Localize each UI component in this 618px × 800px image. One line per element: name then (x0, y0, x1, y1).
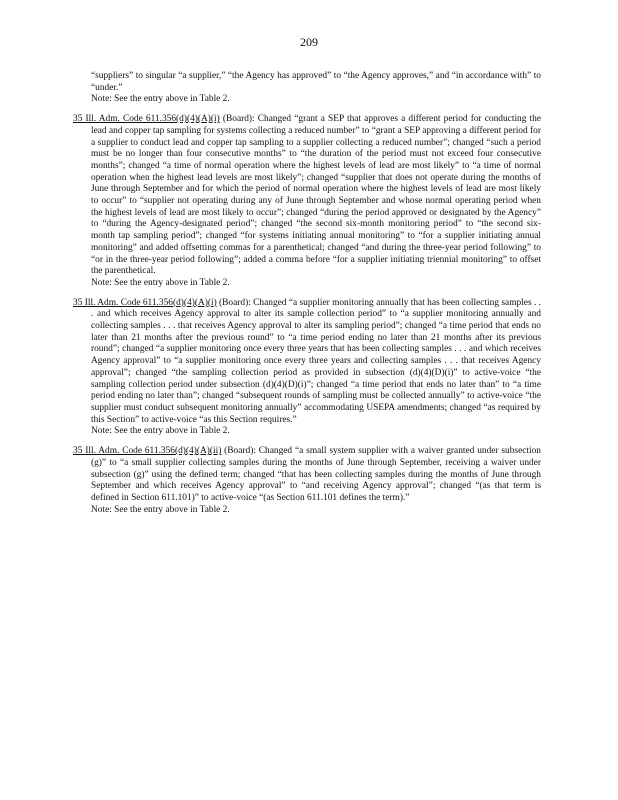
entry-1-paragraph (73, 114, 541, 278)
entry-2 (73, 298, 541, 438)
entry-2-citation: 35 Ill. Adm. Code 611.356(d)(4)(A)(i) (73, 297, 217, 308)
entry-3-paragraph (73, 446, 541, 505)
entry-3 (73, 446, 541, 516)
entry-1-body: (Board): Changed “grant a SEP that approves a different period for conducting the lead and copper tap sampling for systems collecting a reduced number” to “grant a SEP approving a different period for a supplier to conduct lead and copper tap sampling to a supplier collecting a reduced number”; changed “such a period must be no longer than four consecutive months” to “the duration of the period must not exceed four consecutive months”; changed “a time of normal operation where the highest levels of lead are most likely” to “a time of normal operation when the highest lead levels are most likely”; changed “supplier that does not operate during the months of June through September and for which the period of normal operation where the highest levels of lead are most likely to occur” to “supplier not operating during any of June through September and whose normal operating period when the highest levels of lead are most likely to occur”; changed “during the period approved or designated by the Agency” to “during the Agency-designated period”; changed “the second six-month monitoring period” to “the second six-month tap sampling period”; changed “for systems initiating annual monitoring” to “for a supplier initiating annual monitoring” and added offsetting commas for a parenthetical; changed “and during the three-year period following” to “or in the three-year period following”; added a comma before “for a supplier initiating triennial monitoring” to offset the parenthetical. (91, 114, 541, 277)
entry-3-citation: 35 Ill. Adm. Code 611.356(d)(4)(A)(ii) (73, 446, 222, 457)
entry-2-paragraph (73, 297, 541, 427)
page-number: 209 (300, 35, 318, 49)
entry-1-note: Note: See the entry above in Table 2. (91, 277, 230, 288)
entry-2-note: Note: See the entry above in Table 2. (91, 426, 230, 437)
page-content (73, 71, 541, 516)
entry-3-body: (Board): Changed “a small system supplier with a waiver granted under subsection (g)” to “a small supplier collecting samples during the months of June through September, receiving a waiver under subsection (g)” using the defined term; changed “that has been collecting samples during the months of June through September and which receives Agency approval” to “and receiving Agency approval”; changed “(as that term is defined in Section 611.101)” to active-voice “(as Section 611.101 defines the term).” (91, 446, 541, 503)
continuation-text: “suppliers” to singular “a supplier,” “the Agency has approved” to “the Agency approves,” and “in accordance with” to “under.” (91, 71, 541, 93)
continuation-note: Note: See the entry above in Table 2. (91, 94, 230, 105)
entry-1 (73, 114, 541, 290)
entry-1-citation: 35 Ill. Adm. Code 611.356(d)(4)(A)(i) (73, 114, 220, 125)
entry-3-note: Note: See the entry above in Table 2. (91, 504, 230, 515)
entry-2-body: (Board): Changed “a supplier monitoring annually that has been collecting samples . . . and which receives Agency approval to alter its sample collection period” to “a supplier monitoring annually and collecting samples . . . that receives Agency approval to alter its sampling period”; changed “a time period that ends no later than 21 months after the previous round” to “a time period ending no later than 21 months after its previous round”; changed “a supplier monitoring once every three years that has been collecting samples . . . and which receives Agency approval” to “a supplier monitoring once every three years and collecting samples . . . that receives Agency approval”; changed “the sampling collection period as provided in subsection (d)(4)(D)(i)” to active-voice “the sampling collection period under subsection (d)(4)(D)(i)”; changed “a time period that ends no later than” to “a time period ending no later than”; changed “subsequent rounds of sampling must be collected annually” to active-voice “the supplier must conduct subsequent monitoring annually” accommodating USEPA amendments; changed “as required by this Section” to active-voice “as this Section requires.” (91, 297, 541, 425)
